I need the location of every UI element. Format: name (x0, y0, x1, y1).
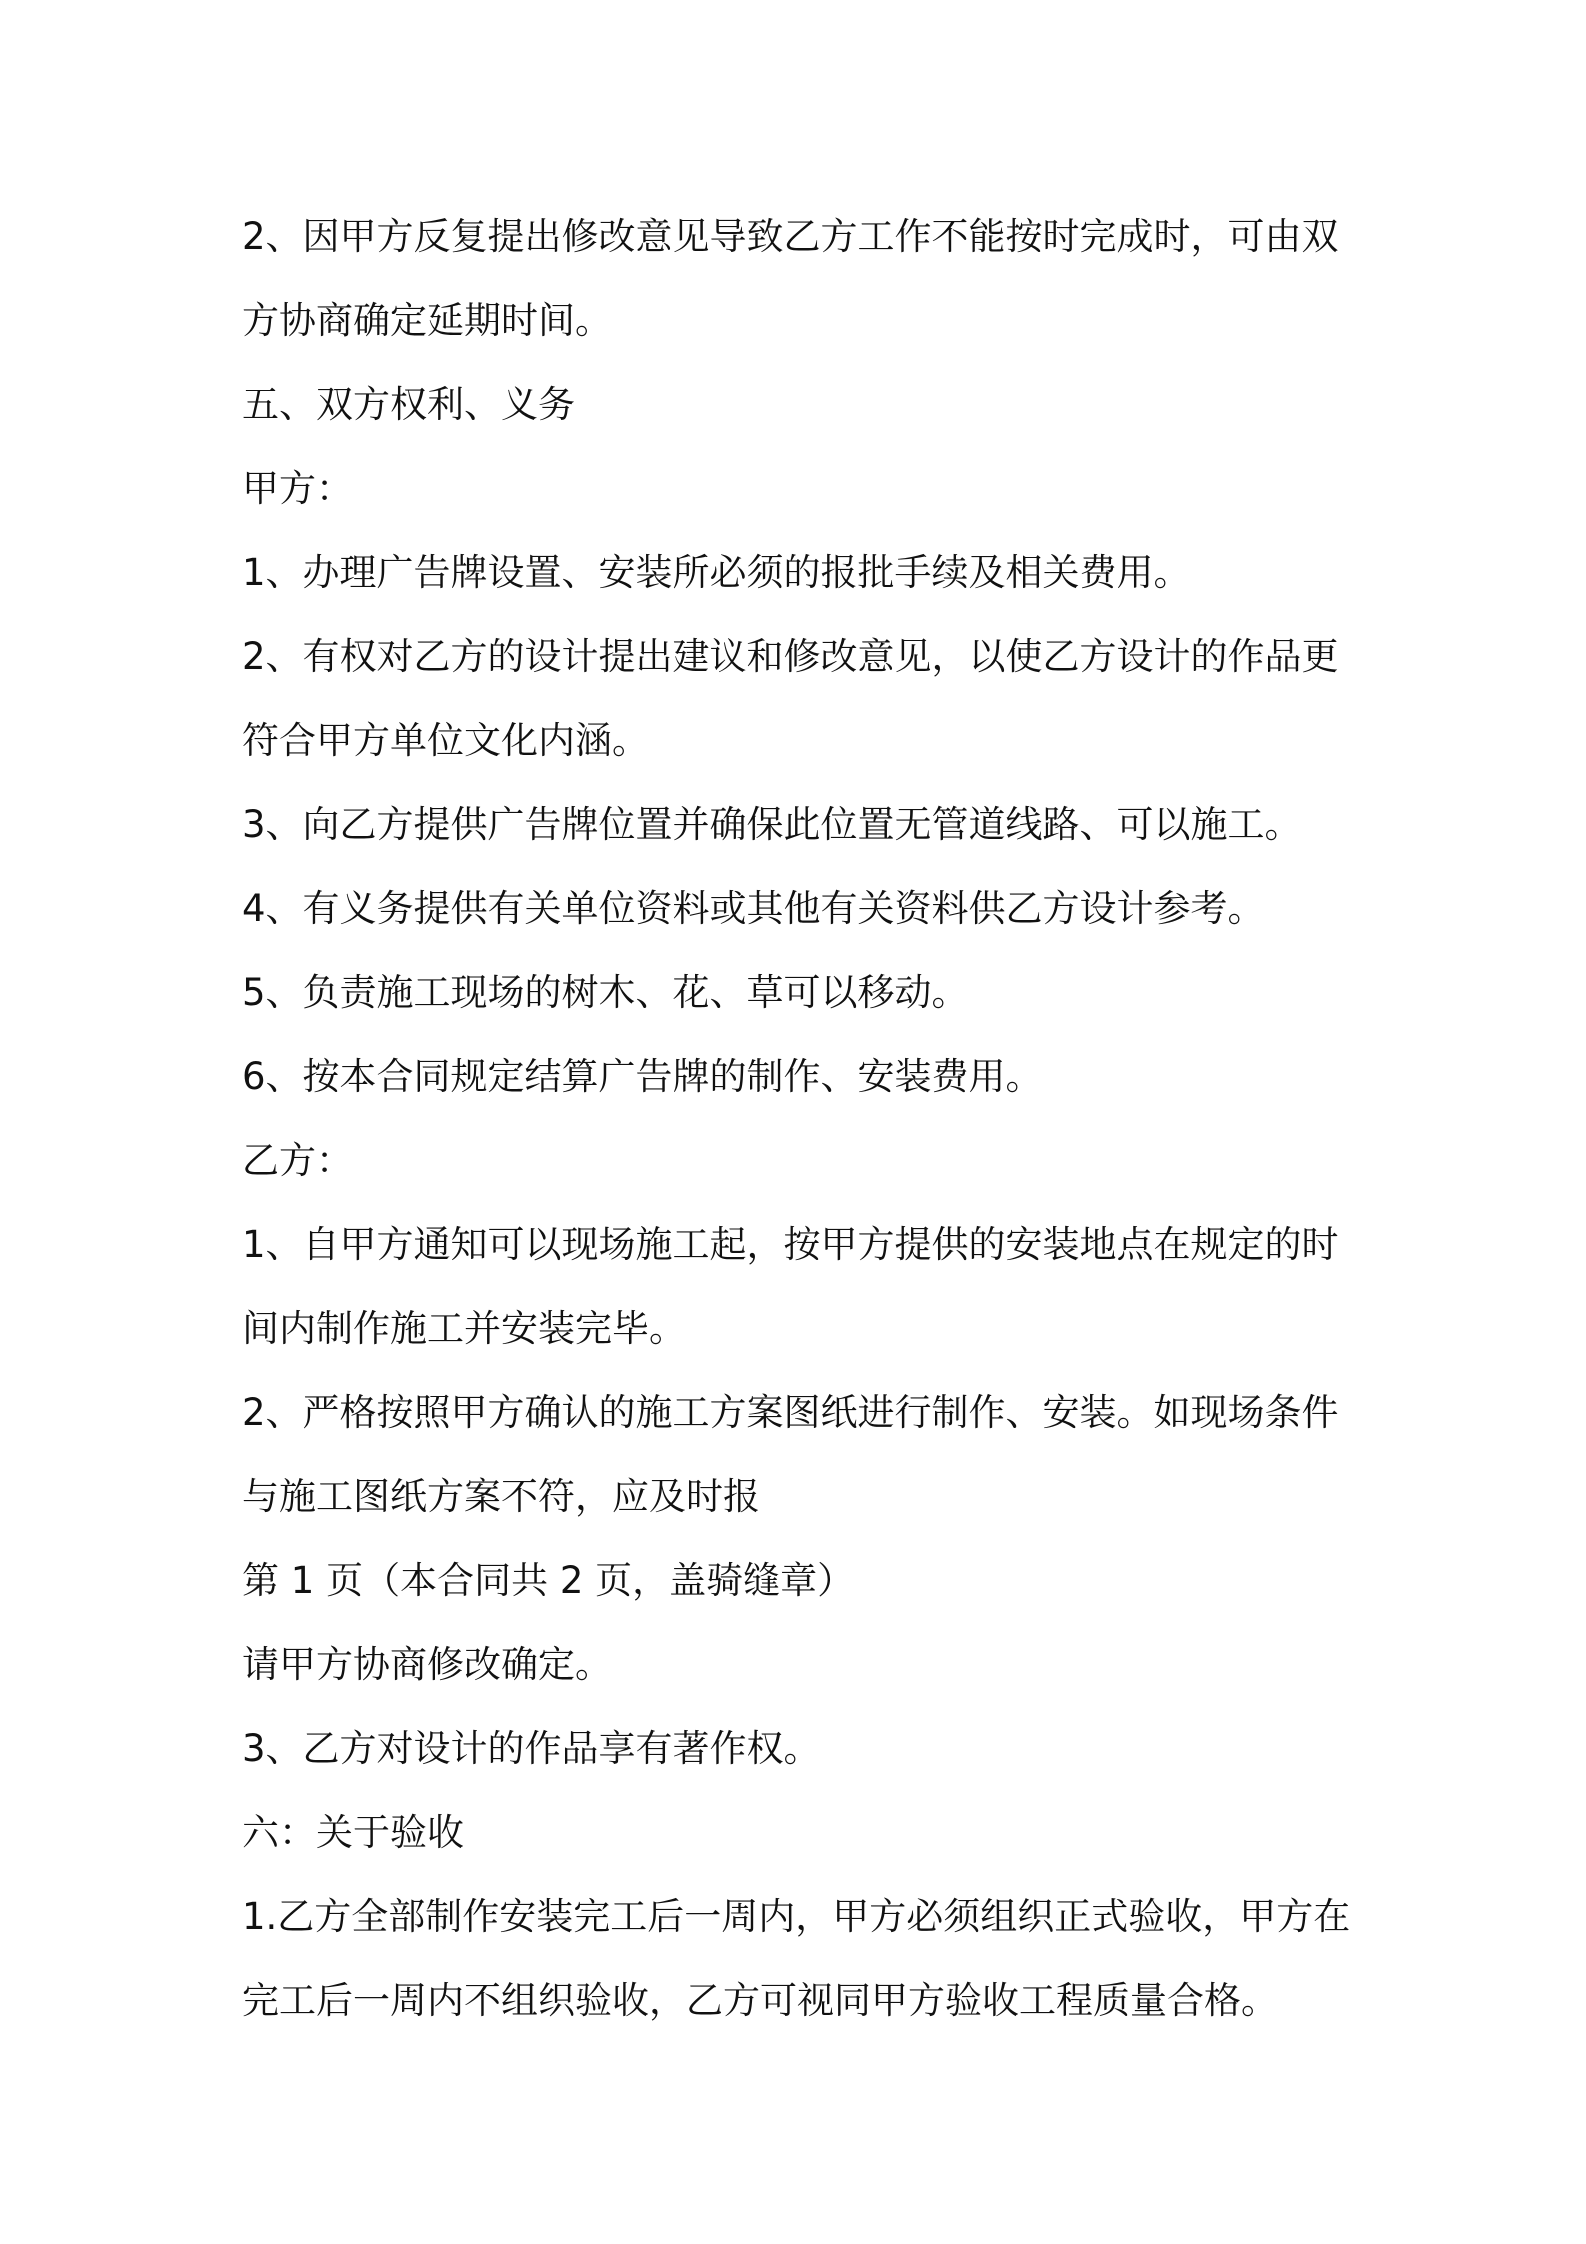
page-footer-note: 第 1 页（本合同共 2 页，盖骑缝章） (242, 1559, 855, 1602)
text-line: 6、按本合同规定结算广告牌的制作、安装费用。 (242, 1055, 1043, 1098)
text-line: 2、严格按照甲方确认的施工方案图纸进行制作、安装。如现场条件 (242, 1391, 1339, 1434)
text-line: 3、乙方对设计的作品享有著作权。 (242, 1727, 821, 1770)
text-line: 完工后一周内不组织验收，乙方可视同甲方验收工程质量合格。 (242, 1979, 1278, 2022)
text-line: 3、向乙方提供广告牌位置并确保此位置无管道线路、可以施工。 (242, 803, 1302, 846)
text-line: 与施工图纸方案不符，应及时报 (242, 1475, 760, 1518)
text-line: 1、办理广告牌设置、安装所必须的报批手续及相关费用。 (242, 551, 1191, 594)
section-heading: 六：关于验收 (242, 1811, 464, 1854)
text-line: 符合甲方单位文化内涵。 (242, 719, 649, 762)
document-body (242, 195, 1362, 2043)
section-heading: 五、双方权利、义务 (242, 383, 575, 426)
party-heading: 甲方： (242, 467, 353, 510)
text-line: 2、有权对乙方的设计提出建议和修改意见，以使乙方设计的作品更 (242, 635, 1339, 678)
text-line: 4、有义务提供有关单位资料或其他有关资料供乙方设计参考。 (242, 887, 1265, 930)
text-line: 5、负责施工现场的树木、花、草可以移动。 (242, 971, 969, 1014)
text-line: 间内制作施工并安装完毕。 (242, 1307, 686, 1350)
party-heading: 乙方： (242, 1139, 353, 1182)
text-line: 请甲方协商修改确定。 (242, 1643, 612, 1686)
text-line: 方协商确定延期时间。 (242, 299, 612, 342)
text-line: 2、因甲方反复提出修改意见导致乙方工作不能按时完成时，可由双 (242, 215, 1339, 258)
text-line: 1、自甲方通知可以现场施工起，按甲方提供的安装地点在规定的时 (242, 1223, 1339, 1266)
text-line: 1.乙方全部制作安装完工后一周内，甲方必须组织正式验收，甲方在 (242, 1895, 1351, 1938)
